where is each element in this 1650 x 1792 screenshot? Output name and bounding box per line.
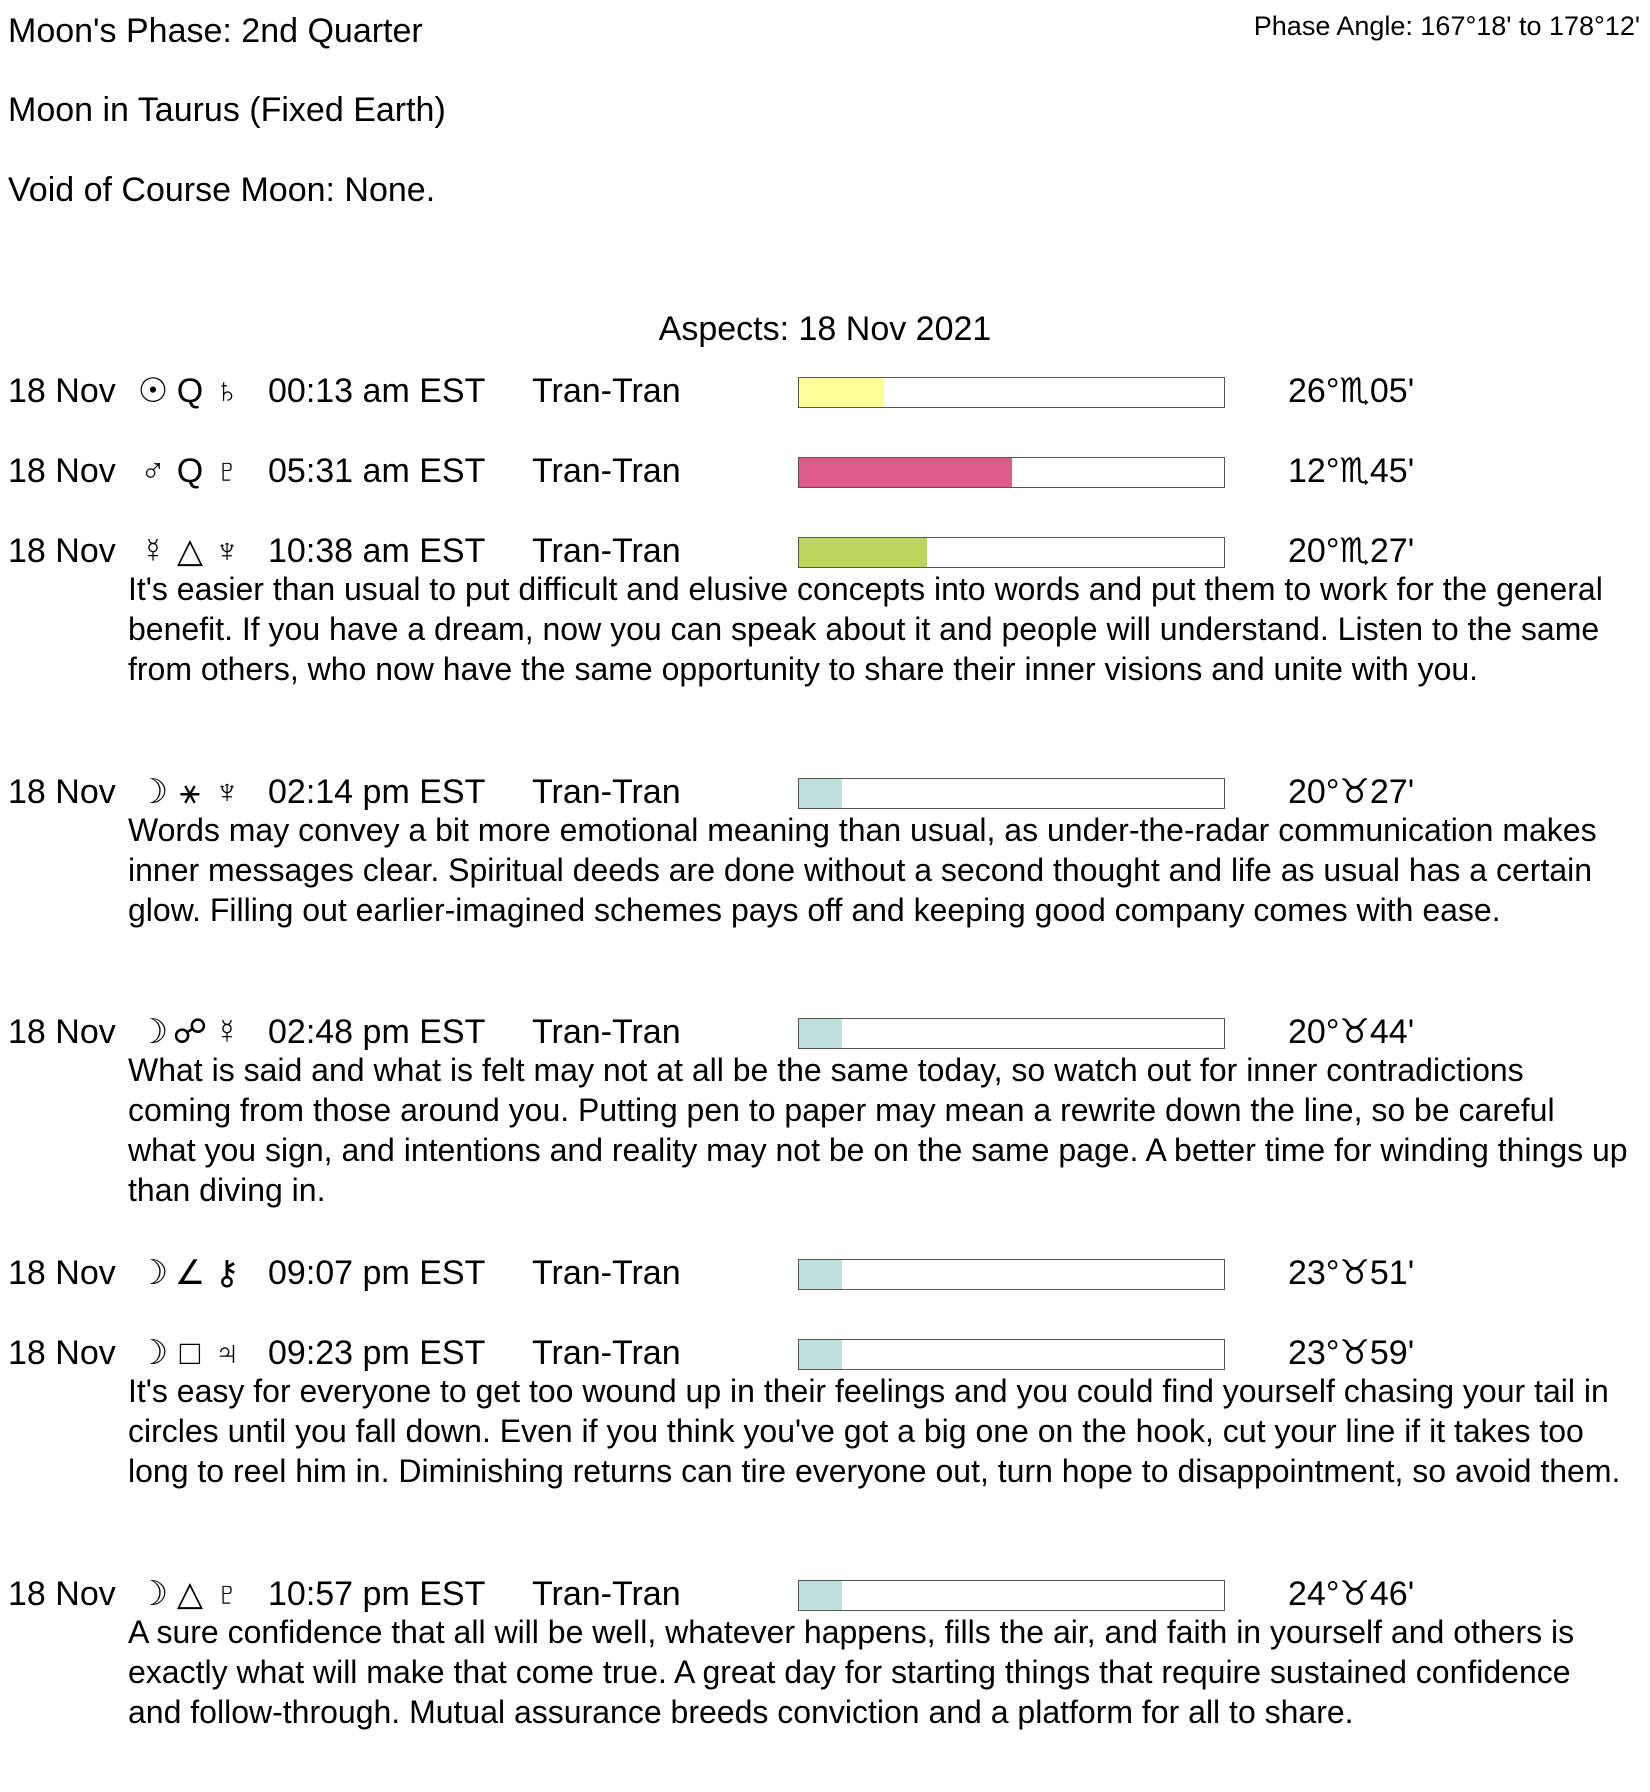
strength-bar [798,1259,1225,1290]
strength-bar-fill [799,1581,842,1610]
aspect-glyph: ∠ [174,1254,206,1292]
aspect-time: 05:31 am EST [268,452,486,490]
aspect-date: 18 Nov [8,1254,116,1292]
aspect-glyph: Q [176,452,204,490]
planet2-glyph: ♇ [214,452,240,490]
planet2-glyph: ♆ [214,773,240,811]
aspect-glyphs [135,770,245,814]
aspect-position: 20°♉27' [1288,773,1415,811]
planet1-glyph: ☽ [137,1013,169,1051]
aspect-time: 10:57 pm EST [268,1575,486,1613]
planet1-glyph: ☽ [137,773,169,811]
aspect-time: 10:38 am EST [268,532,486,570]
strength-bar-fill [799,1260,842,1289]
aspect-type: Tran-Tran [532,1334,681,1372]
aspect-position: 24°♉46' [1288,1575,1415,1613]
phase-angle-label: Phase Angle: 167°18' to 178°12' [1253,11,1640,41]
aspect-description: A sure confidence that all will be well, whatever happens, fills the air, and faith in yourself and others is exactly what will make that come true. A great day for starting things that require sustained confidence and follow-through. Mutual assurance breeds conviction and a platform for all to share. [128,1614,1575,1730]
aspect-description: What is said and what is felt may not at all be the same today, so watch out for inner contradictions coming from those around you. Putting pen to paper may mean a rewrite down the line, so be careful what you sign, and intentions and reality may not be on the same page. A better time for winding things up than diving in. [128,1052,1628,1208]
planet1-glyph: ☽ [137,1575,169,1613]
aspect-description: It's easier than usual to put difficult and elusive concepts into words and put them to work for the general benefit. If you have a dream, now you can speak about it and people will understand. Listen to the same from others, who now have the same opportunity to share their inner visions and unite with you. [128,571,1603,687]
aspect-description: It's easy for everyone to get too wound up in their feelings and you could find yourself chasing your tail in circles until you fall down. Even if you think you've got a big one on the hook, cut your line if it takes too long to reel him in. Diminishing returns can tire everyone out, turn hope to disappointment, so avoid them. [128,1373,1621,1489]
aspect-type: Tran-Tran [532,1575,681,1613]
strength-bar [798,537,1225,568]
strength-bar-fill [799,1019,842,1048]
aspect-time: 00:13 am EST [268,372,486,410]
void-of-course-label: Void of Course Moon: None. [8,171,436,209]
strength-bar [798,1339,1225,1370]
aspect-row [0,1251,1650,1295]
aspect-glyphs [135,449,245,493]
aspect-position: 12°♏45' [1288,452,1415,490]
aspect-row [0,449,1650,493]
aspect-position: 20°♏27' [1288,532,1415,570]
aspect-position: 23°♉59' [1288,1334,1415,1372]
aspect-glyph: △ [176,1575,204,1613]
aspect-type: Tran-Tran [532,773,681,811]
aspect-date: 18 Nov [8,1575,116,1613]
strength-bar [798,457,1225,488]
strength-bar [798,377,1225,408]
aspect-glyphs [135,369,245,413]
aspect-glyph: ☍ [172,1013,208,1051]
moon-sign-label: Moon in Taurus (Fixed Earth) [8,91,446,129]
aspect-time: 02:48 pm EST [268,1013,486,1051]
aspects-title: Aspects: 18 Nov 2021 [658,310,992,348]
strength-bar [798,1018,1225,1049]
aspect-type: Tran-Tran [532,532,681,570]
aspect-type: Tran-Tran [532,372,681,410]
planet1-glyph: ♂ [140,452,166,490]
aspect-glyphs [135,1572,245,1616]
planet1-glyph: ☿ [140,532,166,570]
aspect-row [0,529,1650,573]
planet2-glyph: ♄ [214,372,240,410]
aspect-row [0,1010,1650,1054]
aspect-date: 18 Nov [8,1334,116,1372]
aspect-position: 26°♏05' [1288,372,1415,410]
planet1-glyph: ☉ [137,372,169,410]
aspect-glyph: ⚹ [179,773,201,811]
aspect-time: 09:23 pm EST [268,1334,486,1372]
planet2-glyph: ♃ [214,1334,240,1372]
aspect-position: 20°♉44' [1288,1013,1415,1051]
aspect-row [0,1331,1650,1375]
aspect-type: Tran-Tran [532,452,681,490]
strength-bar [798,778,1225,809]
aspect-date: 18 Nov [8,372,116,410]
aspect-description: Words may convey a bit more emotional meaning than usual, as under-the-radar communication makes inner messages clear. Spiritual deeds are done without a second thought and life as usual has a certain glow. Filling out earlier-imagined schemes pays off and keeping good company comes with ease. [128,812,1597,928]
aspect-date: 18 Nov [8,773,116,811]
strength-bar [798,1580,1225,1611]
aspect-date: 18 Nov [8,452,116,490]
aspect-row [0,369,1650,413]
aspect-glyph: □ [179,1334,201,1372]
aspect-date: 18 Nov [8,1013,116,1051]
moon-phase-label: Moon's Phase: 2nd Quarter [8,12,423,50]
planet2-glyph: ♇ [214,1575,240,1613]
aspect-glyphs [135,1331,245,1375]
strength-bar-fill [799,458,1012,487]
planet1-glyph: ☽ [137,1254,169,1292]
aspect-row [0,1572,1650,1616]
aspect-date: 18 Nov [8,532,116,570]
planet2-glyph: ☿ [214,1013,240,1051]
strength-bar-fill [799,378,884,407]
strength-bar-fill [799,779,842,808]
planet2-glyph: ⚷ [214,1254,240,1292]
aspect-glyphs [135,1010,245,1054]
strength-bar-fill [799,538,927,567]
aspect-time: 02:14 pm EST [268,773,486,811]
planet1-glyph: ☽ [137,1334,169,1372]
aspect-position: 23°♉51' [1288,1254,1415,1292]
aspect-glyphs [135,529,245,573]
aspect-glyph: Q [176,372,204,410]
strength-bar-fill [799,1340,842,1369]
aspect-glyphs [135,1251,245,1295]
aspect-glyph: △ [176,532,204,570]
planet2-glyph: ♆ [214,532,240,570]
aspect-type: Tran-Tran [532,1013,681,1051]
aspect-time: 09:07 pm EST [268,1254,486,1292]
aspect-type: Tran-Tran [532,1254,681,1292]
aspect-row [0,770,1650,814]
